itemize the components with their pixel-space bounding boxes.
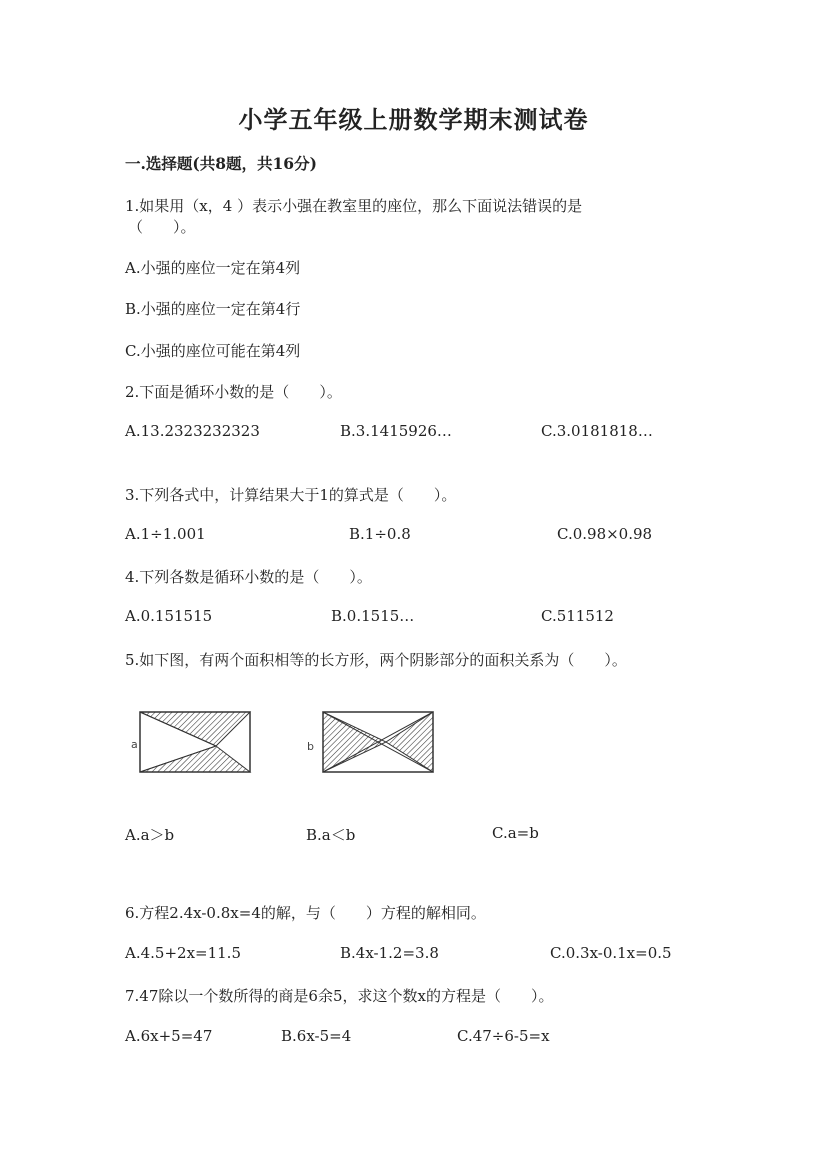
question-3-option-c: C.0.98×0.98: [557, 525, 653, 543]
question-1-option-c: C.小强的座位可能在第4列: [125, 342, 301, 360]
question-5-option-a: A.a＞b: [125, 826, 175, 844]
question-1-option-b: B.小强的座位一定在第4行: [125, 300, 301, 318]
question-5-figure: [128, 705, 458, 785]
figure-label-b: b: [307, 740, 314, 753]
question-7-stem: 7.47除以一个数所得的商是6余5，求这个数x的方程是（ ）。: [125, 987, 554, 1005]
question-2-stem: 2.下面是循环小数的是（ ）。: [125, 383, 342, 401]
question-5-stem: 5.如下图，有两个面积相等的长方形，两个阴影部分的面积关系为（ ）。: [125, 651, 627, 669]
question-2-option-a: A.13.2323232323: [125, 422, 260, 440]
rectangle-a: [140, 712, 250, 772]
question-4-option-c: C.511512: [541, 607, 614, 625]
page-title: 小学五年级上册数学期末测试卷: [238, 105, 589, 134]
question-1-stem: 1.如果用（x，4 ）表示小强在教室里的座位，那么下面说法错误的是: [125, 197, 583, 215]
question-1-option-a: A.小强的座位一定在第4列: [125, 259, 301, 277]
rectangle-b: [323, 712, 433, 772]
question-6-option-a: A.4.5+2x=11.5: [125, 944, 241, 962]
question-7-option-c: C.47÷6-5=x: [457, 1027, 550, 1045]
question-5-option-b: B.a＜b: [306, 826, 356, 844]
question-3-stem: 3.下列各式中，计算结果大于1的算式是（ ）。: [125, 486, 457, 504]
question-2-option-b: B.3.1415926…: [340, 422, 452, 440]
question-4-stem: 4.下列各数是循环小数的是（ ）。: [125, 568, 372, 586]
question-6-option-b: B.4x-1.2=3.8: [340, 944, 439, 962]
section-heading: 一.选择题(共8题，共16分): [125, 154, 317, 173]
question-7-option-b: B.6x-5=4: [281, 1027, 352, 1045]
question-4-option-b: B.0.1515…: [331, 607, 415, 625]
question-5-option-c: C.a=b: [492, 824, 539, 842]
figure-label-a: a: [131, 738, 138, 751]
question-1-stem-cont: （ ）。: [128, 218, 196, 236]
question-7-option-a: A.6x+5=47: [125, 1027, 213, 1045]
question-3-option-b: B.1÷0.8: [349, 525, 411, 543]
question-2-option-c: C.3.0181818…: [541, 422, 653, 440]
question-6-stem: 6.方程2.4x-0.8x=4的解，与（ ）方程的解相同。: [125, 904, 486, 922]
question-3-option-a: A.1÷1.001: [125, 525, 206, 543]
question-6-option-c: C.0.3x-0.1x=0.5: [550, 944, 672, 962]
question-4-option-a: A.0.151515: [125, 607, 213, 625]
